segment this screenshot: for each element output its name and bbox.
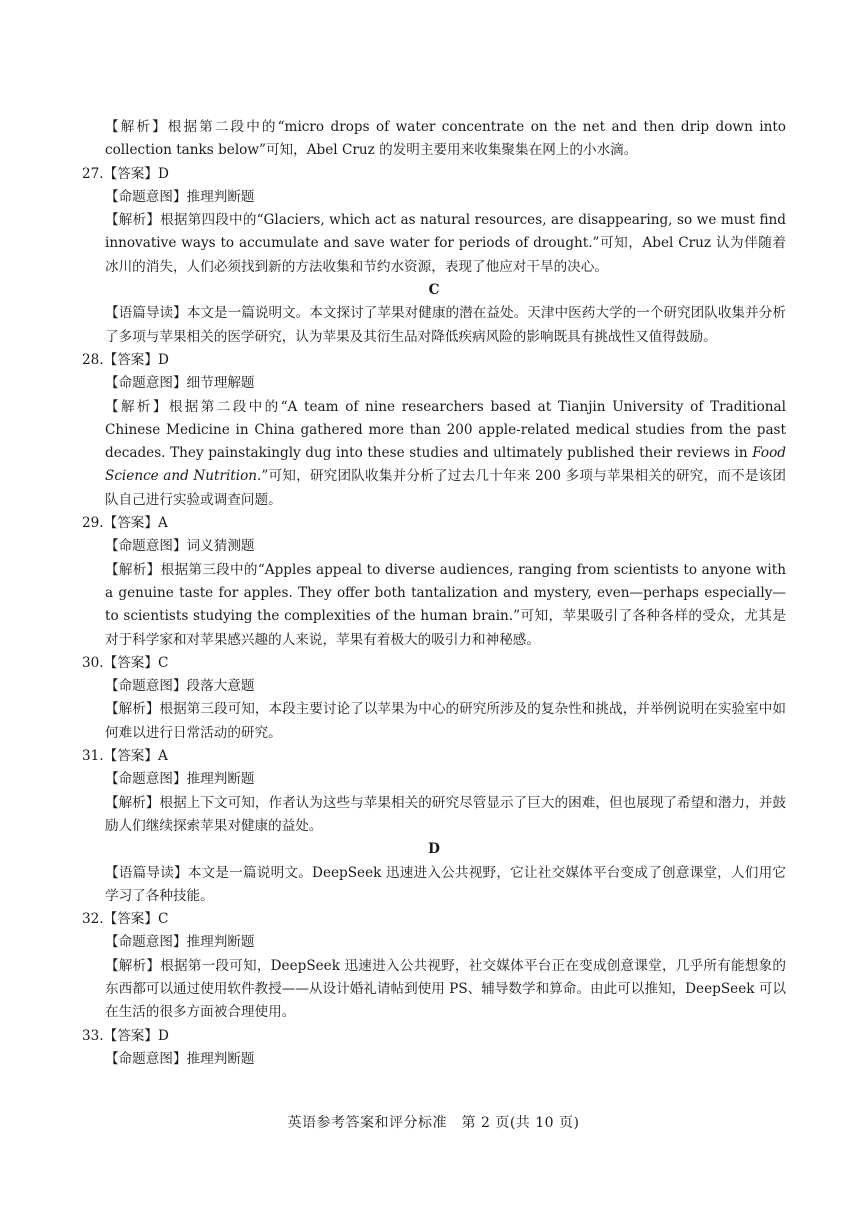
q30-intent: 【命题意图】段落大意题 (105, 678, 255, 695)
q27-answer: 27.【答案】D (82, 165, 169, 182)
q33-answer: 33.【答案】D (82, 1027, 169, 1044)
q31-answer: 31.【答案】A (82, 748, 168, 765)
q26-analysis: 【解析】根据第二段中的“micro drops of water concentrate on the net and then drip down into collection tanks below”可知，Abel Cruz 的发明主要用来收集聚集在网上的小水滴。 (105, 119, 786, 159)
section-c-guide: 【语篇导读】本文是一篇说明文。本文探讨了苹果对健康的潜在益处。天津中医药大学的一个研究团队收集并分析了多项与苹果相关的医学研究，认为苹果及其衍生品对降低疾病风险的影响既具有挑战性又值得鼓励。 (105, 305, 786, 345)
q32-answer: 32.【答案】C (82, 911, 169, 928)
section-d-heading: D (428, 841, 440, 858)
journal-title: Food Science and Nutrition (105, 445, 786, 485)
q27-analysis: 【解析】根据第四段中的“Glaciers, which act as natural resources, are disappearing, so we must find innovative ways to accumulate and save water for periods of drought.”可知，Abel Cruz 认为伴随着冰川的消失，人们必须找到新的方法收集和节约水资源，表现了他应对干旱的决心。 (105, 212, 786, 275)
q28-intent: 【命题意图】细节理解题 (105, 375, 255, 392)
q30-analysis: 【解析】根据第三段可知，本段主要讨论了以苹果为中心的研究所涉及的复杂性和挑战，并举例说明在实验室中如何难以进行日常活动的研究。 (105, 701, 786, 741)
page-footer: 英语参考答案和评分标准 第 2 页(共 10 页) (287, 1115, 580, 1131)
answer-content (82, 116, 786, 1071)
q28-answer: 28.【答案】D (82, 351, 169, 368)
section-c-heading: C (428, 282, 440, 299)
q29-analysis: 【解析】根据第三段中的“Apples appeal to diverse audiences, ranging from scientists to anyone with a genuine taste for apples. They offer both tantalization and mystery, even—perhaps especially—to scientists studying the complexities of the human brain.”可知，苹果吸引了各种各样的受众，尤其是对于科学家和对苹果感兴趣的人来说，苹果有着极大的吸引力和神秘感。 (105, 561, 786, 648)
q29-answer: 29.【答案】A (82, 515, 168, 532)
q28-analysis (82, 396, 786, 512)
q31-intent: 【命题意图】推理判断题 (105, 771, 255, 788)
q33-intent: 【命题意图】推理判断题 (105, 1050, 255, 1067)
q27-intent: 【命题意图】推理判断题 (105, 188, 255, 205)
q32-intent: 【命题意图】推理判断题 (105, 934, 255, 951)
q29-intent: 【命题意图】词义猜测题 (105, 538, 255, 555)
q30-answer: 30.【答案】C (82, 654, 169, 671)
q31-analysis: 【解析】根据上下文可知，作者认为这些与苹果相关的研究尽管显示了巨大的困难，但也展现了希望和潜力，并鼓励人们继续探索苹果对健康的益处。 (105, 794, 786, 834)
section-d-guide: 【语篇导读】本文是一篇说明文。DeepSeek 迅速进入公共视野，它让社交媒体平台变成了创意课堂，人们用它学习了各种技能。 (105, 864, 786, 904)
q32-analysis: 【解析】根据第一段可知，DeepSeek 迅速进入公共视野，社交媒体平台正在变成创意课堂，几乎所有能想象的东西都可以通过使用软件教授——从设计婚礼请帖到使用 PS、辅导数学和算命。由此可以推知，DeepSeek 可以在生活的很多方面被合理使用。 (105, 957, 786, 1021)
q28-analysis-part1: 【解析】根据第二段中的“A team of nine researchers based at Tianjin University of Traditional Chinese Medicine in China gathered more than 200 apple-related medical studies from the past decades. They painstakingly dug into these studies and ultimately published their reviews in (105, 398, 786, 462)
q28-analysis-part2: .”可知，研究团队收集并分析了过去几十年来 200 多项与苹果相关的研究，而不是该团队自己进行实验或调查问题。 (105, 468, 786, 508)
